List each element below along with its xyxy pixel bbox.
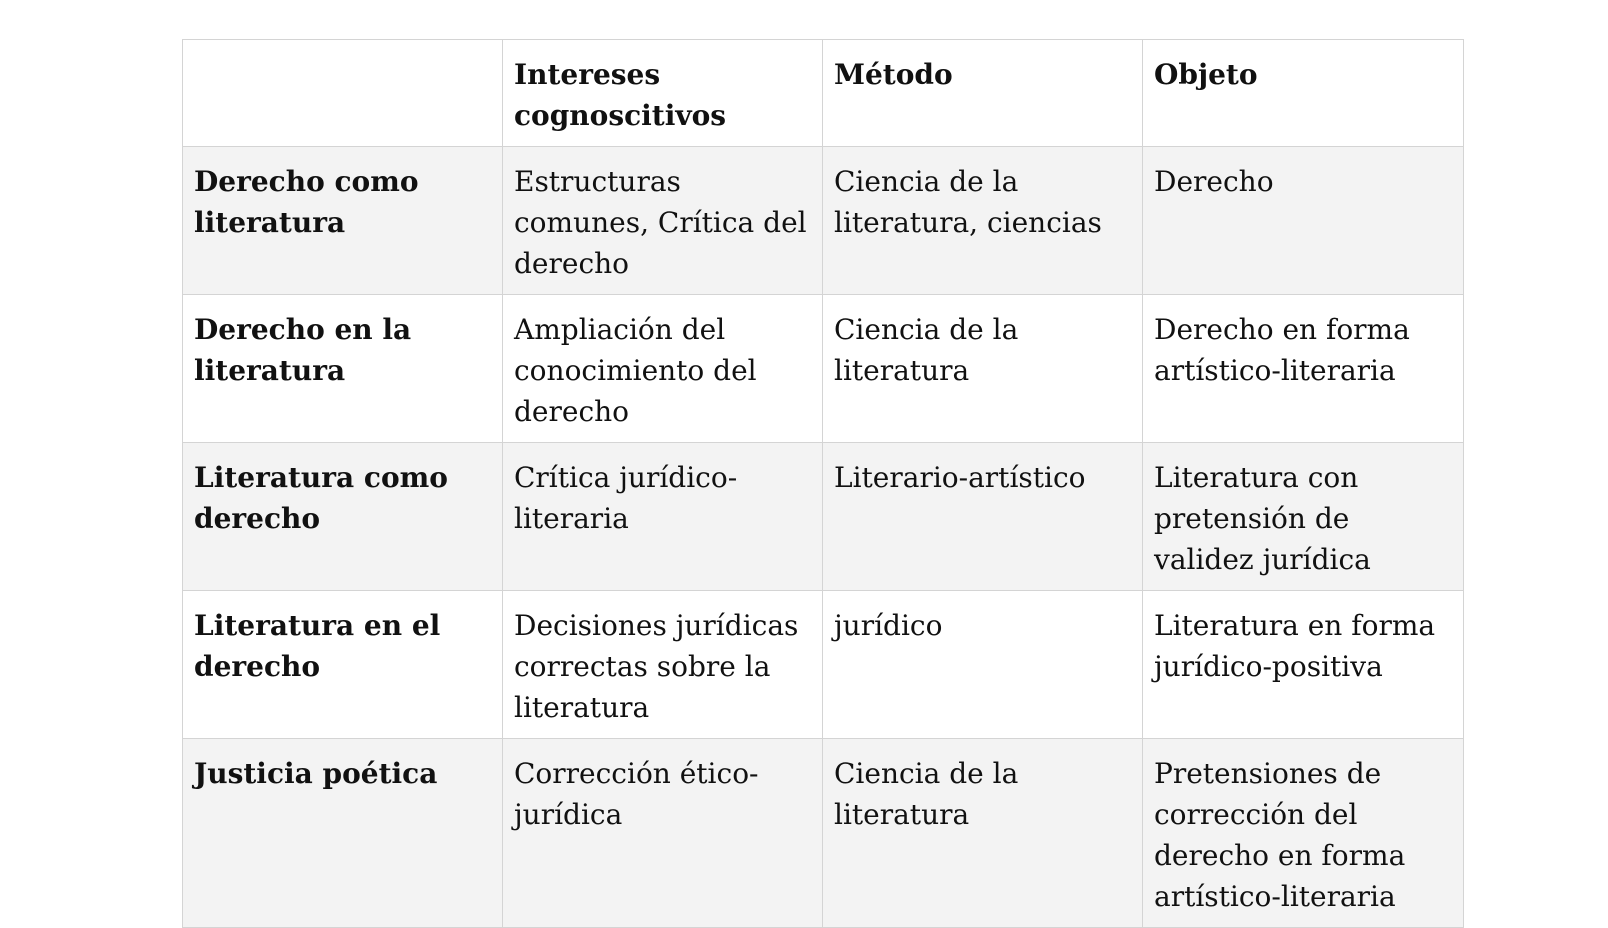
comparison-table: [182, 39, 1464, 928]
cell-metodo: Literario-artístico: [823, 443, 1143, 591]
header-row: [183, 40, 1464, 147]
cell-metodo: jurídico: [823, 591, 1143, 739]
cell-objeto: Literatura en forma jurídico-positiva: [1143, 591, 1464, 739]
table-row: [183, 147, 1464, 295]
table-header: [183, 40, 1464, 147]
cell-intereses: Estructuras comunes, Crítica del derecho: [503, 147, 823, 295]
header-cell-intereses: Intereses cognoscitivos: [503, 40, 823, 147]
row-label: Derecho en la literatura: [183, 295, 503, 443]
row-label: Literatura en el derecho: [183, 591, 503, 739]
table-row: [183, 591, 1464, 739]
cell-objeto: Derecho en forma artístico-literaria: [1143, 295, 1464, 443]
table-row: [183, 295, 1464, 443]
cell-intereses: Ampliación del conocimiento del derecho: [503, 295, 823, 443]
cell-objeto: Derecho: [1143, 147, 1464, 295]
table-body: [183, 147, 1464, 928]
table-row: [183, 739, 1464, 928]
cell-intereses: Decisiones jurídicas correctas sobre la literatura: [503, 591, 823, 739]
cell-metodo: Ciencia de la literatura: [823, 295, 1143, 443]
row-label: Derecho como literatura: [183, 147, 503, 295]
cell-objeto: Literatura con pretensión de validez jurídica: [1143, 443, 1464, 591]
cell-metodo: Ciencia de la literatura: [823, 739, 1143, 928]
comparison-table-container: [182, 39, 1463, 928]
table-row: [183, 443, 1464, 591]
cell-metodo: Ciencia de la literatura, ciencias: [823, 147, 1143, 295]
row-label: Literatura como derecho: [183, 443, 503, 591]
cell-intereses: Crítica jurídico-literaria: [503, 443, 823, 591]
cell-intereses: Corrección ético-jurídica: [503, 739, 823, 928]
header-cell-empty: [183, 40, 503, 147]
cell-objeto: Pretensiones de corrección del derecho en forma artístico-literaria: [1143, 739, 1464, 928]
header-cell-objeto: Objeto: [1143, 40, 1464, 147]
row-label: Justicia poética: [183, 739, 503, 928]
header-cell-metodo: Método: [823, 40, 1143, 147]
